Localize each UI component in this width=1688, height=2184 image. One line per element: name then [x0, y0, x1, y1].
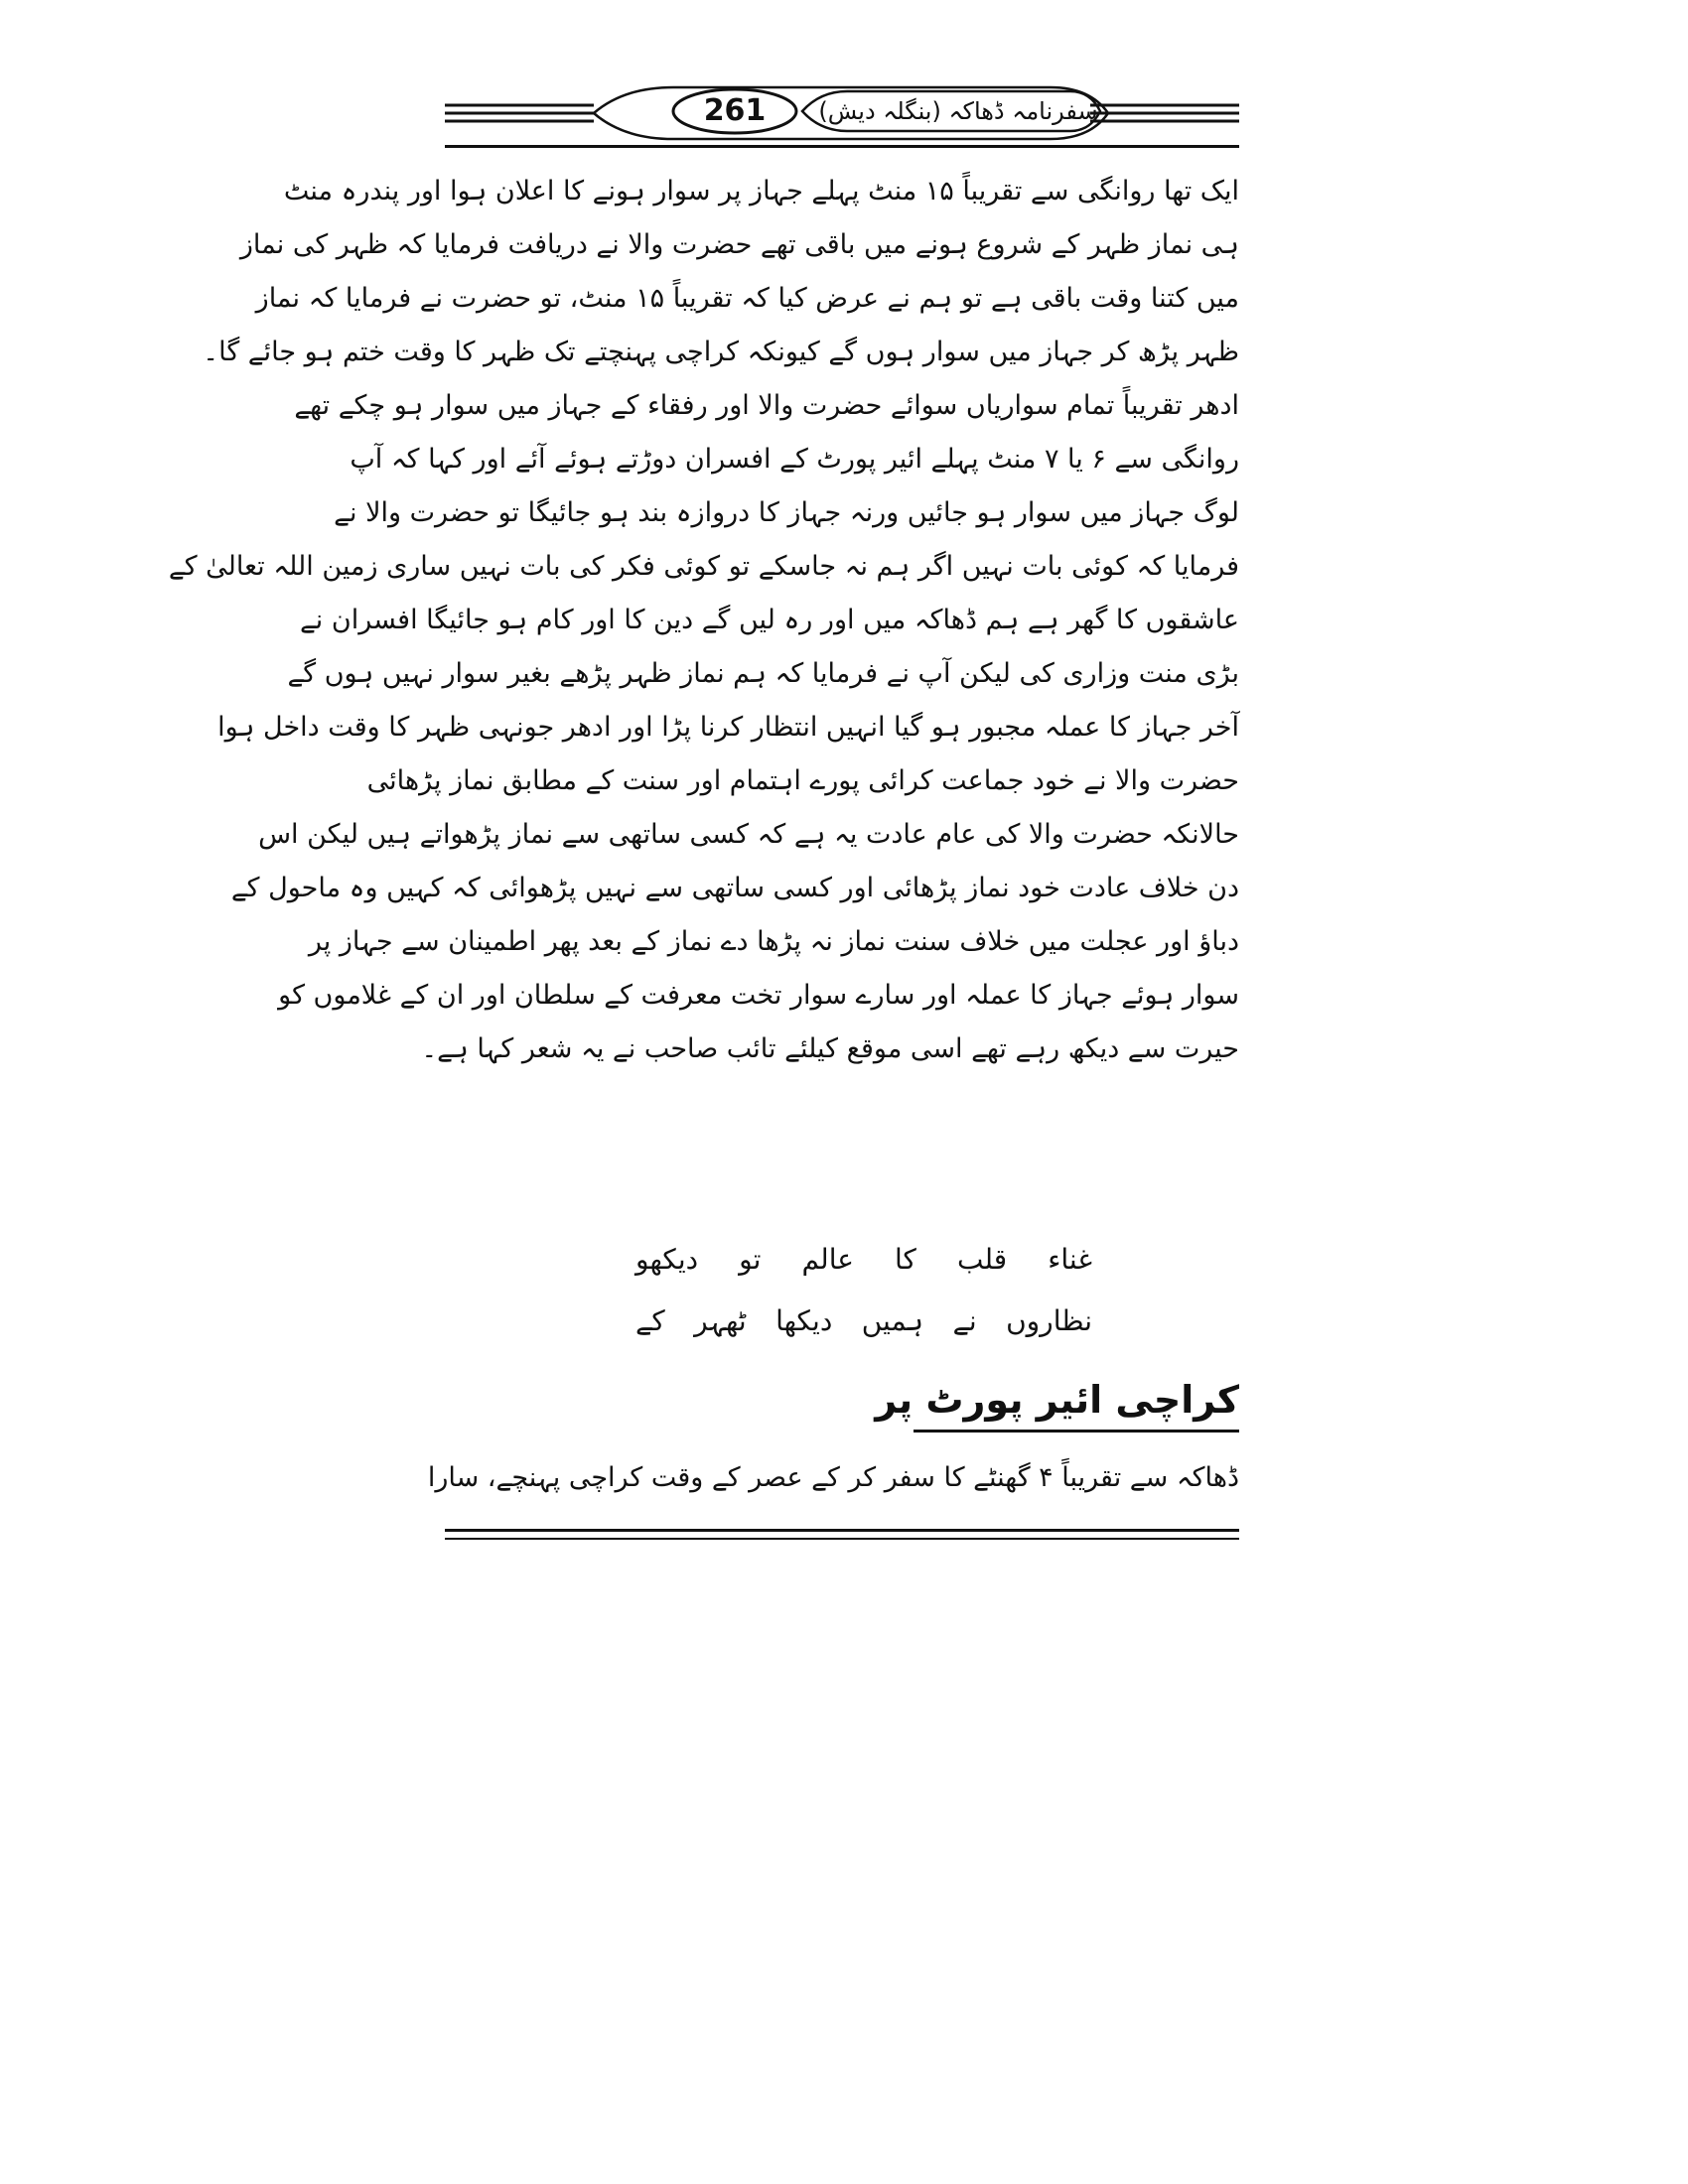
- text-line: بڑی منت وزاری کی لیکن آپ نے فرمایا کہ ہم نماز ظہر پڑھے بغیر سوار نہیں ہوں گے: [287, 658, 1239, 689]
- footer-rule: [445, 1538, 1239, 1540]
- text-line: لوگ جہاز میں سوار ہو جائیں ورنہ جہاز کا دروازہ بند ہو جائیگا تو حضرت والا نے: [334, 497, 1239, 528]
- text-line: حضرت والا نے خود جماعت کرائی پورے اہتمام اور سنت کے مطابق نماز پڑھائی: [366, 765, 1239, 796]
- text-line: ایک تھا روانگی سے تقریباً ۱۵ منٹ پہلے جہاز پر سوار ہونے کا اعلان ہوا اور پندرہ منٹ: [283, 176, 1239, 206]
- text-line: سوار ہوئے جہاز کا عملہ اور سارے سوار تخت معرفت کے سلطان اور ان کے غلاموں کو: [278, 980, 1239, 1011]
- text-line: فرمایا کہ کوئی بات نہیں اگر ہم نہ جاسکے تو کوئی فکر کی بات نہیں ساری زمین اللہ تعالیٰ کے: [168, 551, 1239, 582]
- header-rule: [445, 145, 1239, 148]
- section-heading-underline: [914, 1430, 1239, 1433]
- text-line: حالانکہ حضرت والا کی عام عادت یہ ہے کہ کسی ساتھی سے نماز پڑھواتے ہیں لیکن اس: [258, 819, 1239, 850]
- poem-line: نظاروں نے ہمیں دیکھا ٹھہر کے: [635, 1304, 1092, 1337]
- footer-rule: [445, 1529, 1239, 1532]
- poem-couplet: [635, 1229, 1092, 1352]
- text-line: عاشقوں کا گھر ہے ہم ڈھاکہ میں اور رہ لیں گے دین کا اور کام ہو جائیگا افسران نے: [299, 605, 1239, 635]
- page-number: 261: [703, 93, 767, 128]
- page-header: [445, 81, 1239, 145]
- text-line: ظہر پڑھ کر جہاز میں سوار ہوں گے کیونکہ کراچی پہنچتے تک ظہر کا وقت ختم ہو جائے گا۔: [203, 337, 1239, 367]
- text-line: ادھر تقریباً تمام سواریاں سوائے حضرت والا اور رفقاء کے جہاز میں سوار ہو چکے تھے: [294, 390, 1239, 421]
- poem-line: غناء قلب کا عالم تو دیکھو: [635, 1243, 1092, 1276]
- text-line: دباؤ اور عجلت میں خلاف سنت نماز نہ پڑھا دے نماز کے بعد پھر اطمینان سے جہاز پر: [308, 926, 1239, 957]
- text-line: آخر جہاز کا عملہ مجبور ہو گیا انہیں انتظار کرنا پڑا اور ادھر جونہی ظہر کا وقت داخل ہوا: [217, 712, 1239, 743]
- section-heading: کراچی ائیر پورٹ پر: [875, 1378, 1239, 1422]
- text-line: دن خلاف عادت خود نماز پڑھائی اور کسی ساتھی سے نہیں پڑھوائی کہ کہیں وہ ماحول کے: [230, 873, 1239, 903]
- text-line: میں کتنا وقت باقی ہے تو ہم نے عرض کیا کہ تقریباً ۱۵ منٹ، تو حضرت نے فرمایا کہ نماز: [255, 283, 1239, 314]
- text-line: ہی نماز ظہر کے شروع ہونے میں باقی تھے حضرت والا نے دریافت فرمایا کہ ظہر کی نماز: [239, 229, 1239, 260]
- body-text: [168, 165, 1239, 1076]
- text-line: حیرت سے دیکھ رہے تھے اسی موقع کیلئے تائب صاحب نے یہ شعر کہا ہے۔: [421, 1033, 1239, 1064]
- text-line: ڈھاکہ سے تقریباً ۴ گھنٹے کا سفر کر کے عصر کے وقت کراچی پہنچے، سارا: [427, 1462, 1239, 1493]
- running-title: سفرنامہ ڈھاکہ (بنگلہ دیش): [818, 97, 1098, 125]
- text-line: روانگی سے ۶ یا ۷ منٹ پہلے ائیر پورٹ کے افسران دوڑتے ہوئے آئے اور کہا کہ آپ: [350, 444, 1239, 475]
